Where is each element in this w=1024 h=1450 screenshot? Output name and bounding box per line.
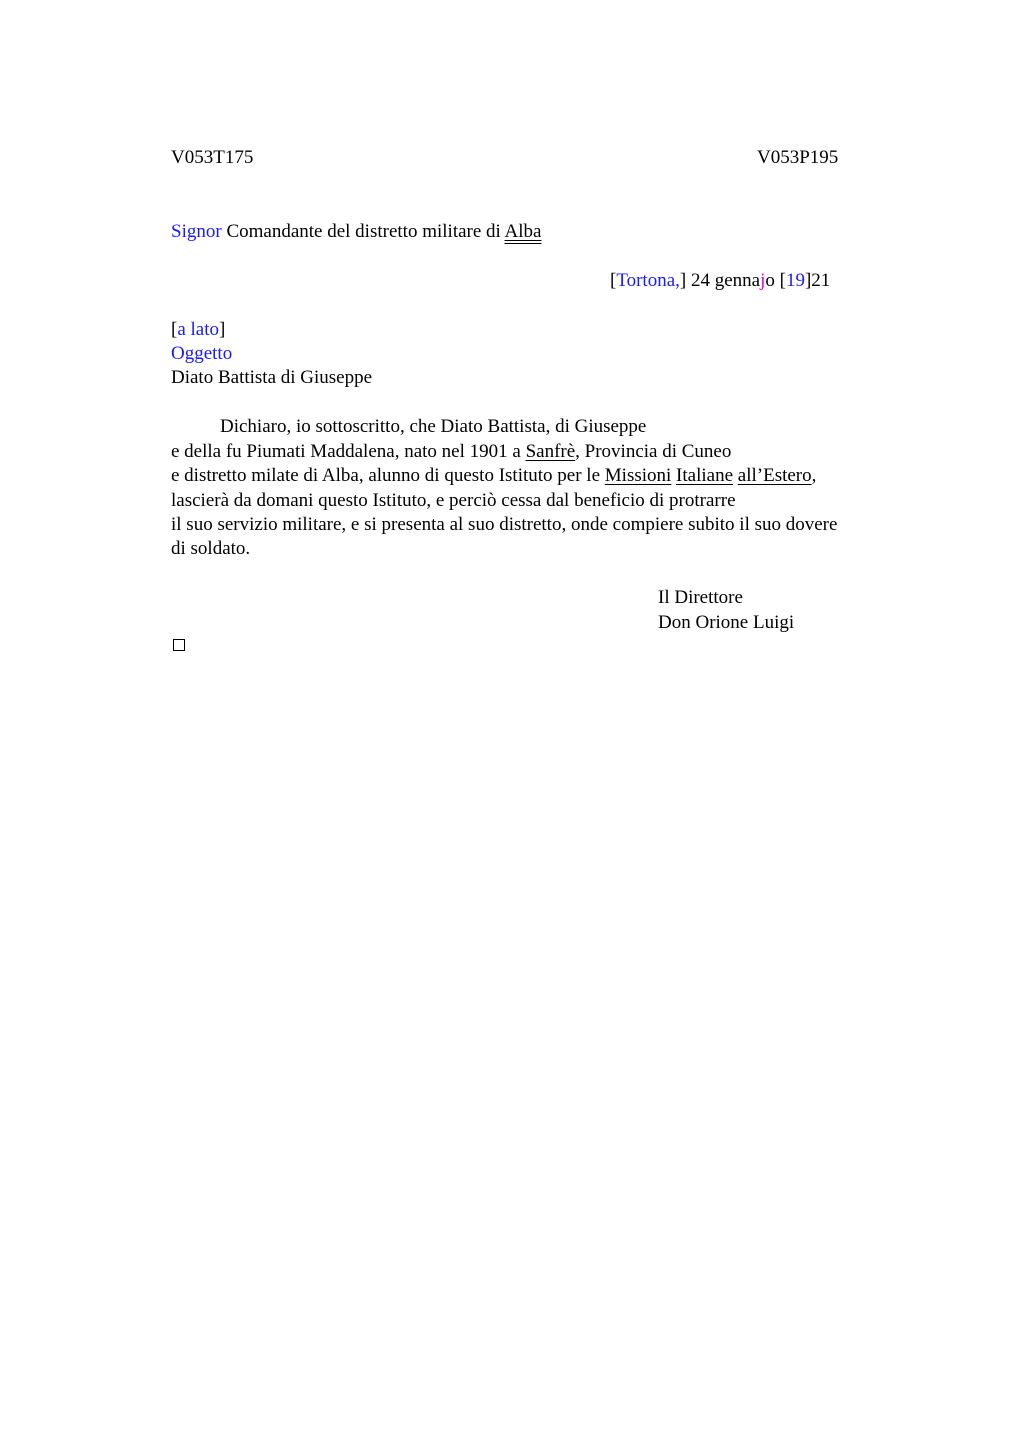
date-month-end: o [: [765, 270, 786, 291]
body-line-6: di soldato.: [171, 538, 251, 559]
date-year-prefix: 19: [785, 270, 805, 291]
margin-note-text: a lato: [177, 319, 220, 340]
body-word-missioni: Missioni: [604, 465, 672, 486]
subject-heading: Oggetto: [171, 343, 233, 364]
body-line-5: il suo servizio militare, e si presenta al suo distretto, onde compiere subito il suo dovere: [171, 514, 838, 535]
date-place: Tortona,: [616, 270, 680, 291]
signature-title: Il Direttore: [658, 587, 743, 608]
address-place: Alba: [504, 221, 542, 242]
body-line-4: lascierà da domani questo Istituto, e perciò cessa dal beneficio di protrarre: [171, 490, 736, 511]
document-code-left: V053T175: [171, 147, 254, 168]
signature-name: Don Orione Luigi: [658, 612, 795, 633]
body-line-2: [171, 440, 731, 464]
body-line-2-end: , Provincia di Cuneo: [575, 441, 732, 462]
body-place-sanfre: Sanfrè: [525, 441, 576, 462]
address-line: [171, 220, 541, 244]
address-text: Comandante del distretto militare di: [221, 221, 505, 242]
margin-bracket-close: ]: [219, 319, 226, 340]
body-line-3: [171, 464, 816, 488]
margin-bracket-open: [: [171, 319, 178, 340]
document-code-right: V053P195: [757, 147, 839, 168]
body-word-estero: all’Estero: [737, 465, 812, 486]
subject-text: Diato Battista di Giuseppe: [171, 367, 373, 388]
date-year-end: ]21: [804, 270, 831, 291]
body-line-3-start: e distretto milate di Alba, alunno di questo Istituto per le: [171, 465, 605, 486]
date-line: [610, 269, 830, 293]
body-word-italiane: Italiane: [676, 465, 734, 486]
margin-note-label: [171, 318, 225, 342]
body-line-3-end: ,: [811, 465, 817, 486]
checkbox-icon: [173, 639, 185, 651]
date-day-month: ] 24 genna: [679, 270, 761, 291]
body-line-1: Dichiaro, io sottoscritto, che Diato Battista, di Giuseppe: [220, 416, 647, 437]
date-bracket: [: [610, 270, 617, 291]
address-prefix: Signor: [171, 221, 222, 242]
date-emendation: j: [760, 270, 766, 291]
body-line-2-start: e della fu Piumati Maddalena, nato nel 1901 a: [171, 441, 526, 462]
